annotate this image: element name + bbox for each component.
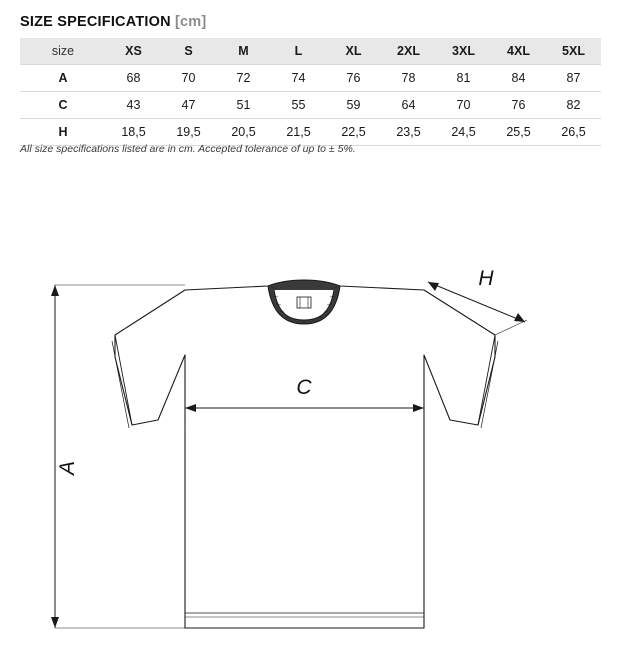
cell-a-s: 70 (181, 71, 196, 85)
cell-c-2xl: 64 (401, 98, 416, 112)
column-header-2xl: 2XL (397, 44, 420, 58)
cell-c-4xl: 76 (511, 98, 526, 112)
cell-a-5xl: 87 (566, 71, 581, 85)
table-header (20, 38, 601, 65)
cell-h-m: 20,5 (231, 125, 256, 139)
column-header-size: size (51, 44, 75, 58)
column-header-3xl: 3XL (452, 44, 475, 58)
cell-c-s: 47 (181, 98, 196, 112)
page-title (20, 14, 206, 30)
table-row (20, 119, 601, 146)
column-header-xs: XS (125, 44, 142, 58)
cell-h-5xl: 26,5 (561, 125, 586, 139)
cell-a-m: 72 (236, 71, 251, 85)
cell-h-xl: 22,5 (341, 125, 366, 139)
cell-h-xs: 18,5 (121, 125, 146, 139)
cell-c-l: 55 (291, 98, 306, 112)
dimension-label-c: C (296, 376, 312, 399)
cell-h-2xl: 23,5 (396, 125, 421, 139)
cell-c-xs: 43 (126, 98, 141, 112)
dimension-label-a: A (56, 460, 79, 476)
column-header-xl: XL (345, 44, 362, 58)
row-label-a: A (58, 71, 68, 85)
page-title-text: SIZE SPECIFICATION (20, 14, 171, 30)
cell-a-4xl: 84 (511, 71, 526, 85)
cell-c-3xl: 70 (456, 98, 471, 112)
cell-a-2xl: 78 (401, 71, 416, 85)
row-label-c: C (58, 98, 68, 112)
size-specification-table (20, 38, 601, 146)
cell-h-l: 21,5 (286, 125, 311, 139)
table-row (20, 92, 601, 119)
cell-h-3xl: 24,5 (451, 125, 476, 139)
table-row (20, 65, 601, 92)
cell-c-xl: 59 (346, 98, 361, 112)
cell-a-xl: 76 (346, 71, 361, 85)
cell-a-xs: 68 (126, 71, 141, 85)
tshirt-outline (115, 285, 495, 628)
column-header-5xl: 5XL (562, 44, 585, 58)
cell-c-m: 51 (236, 98, 251, 112)
tolerance-footnote: All size specifications listed are in cm. Accepted tolerance of up to ± 5%. (20, 143, 356, 155)
cell-a-l: 74 (291, 71, 306, 85)
column-header-m: M (238, 44, 249, 58)
cell-h-s: 19,5 (176, 125, 201, 139)
cell-c-5xl: 82 (566, 98, 581, 112)
column-header-s: S (184, 44, 193, 58)
table-header-row (20, 38, 601, 65)
column-header-l: L (294, 44, 303, 58)
cell-a-3xl: 81 (456, 71, 471, 85)
table-body (20, 65, 601, 146)
dimension-label-h: H (478, 267, 494, 290)
row-label-h: H (58, 125, 68, 139)
page-title-unit: [cm] (175, 14, 207, 30)
tshirt-technical-drawing (0, 240, 621, 653)
cell-h-4xl: 25,5 (506, 125, 531, 139)
column-header-4xl: 4XL (507, 44, 530, 58)
